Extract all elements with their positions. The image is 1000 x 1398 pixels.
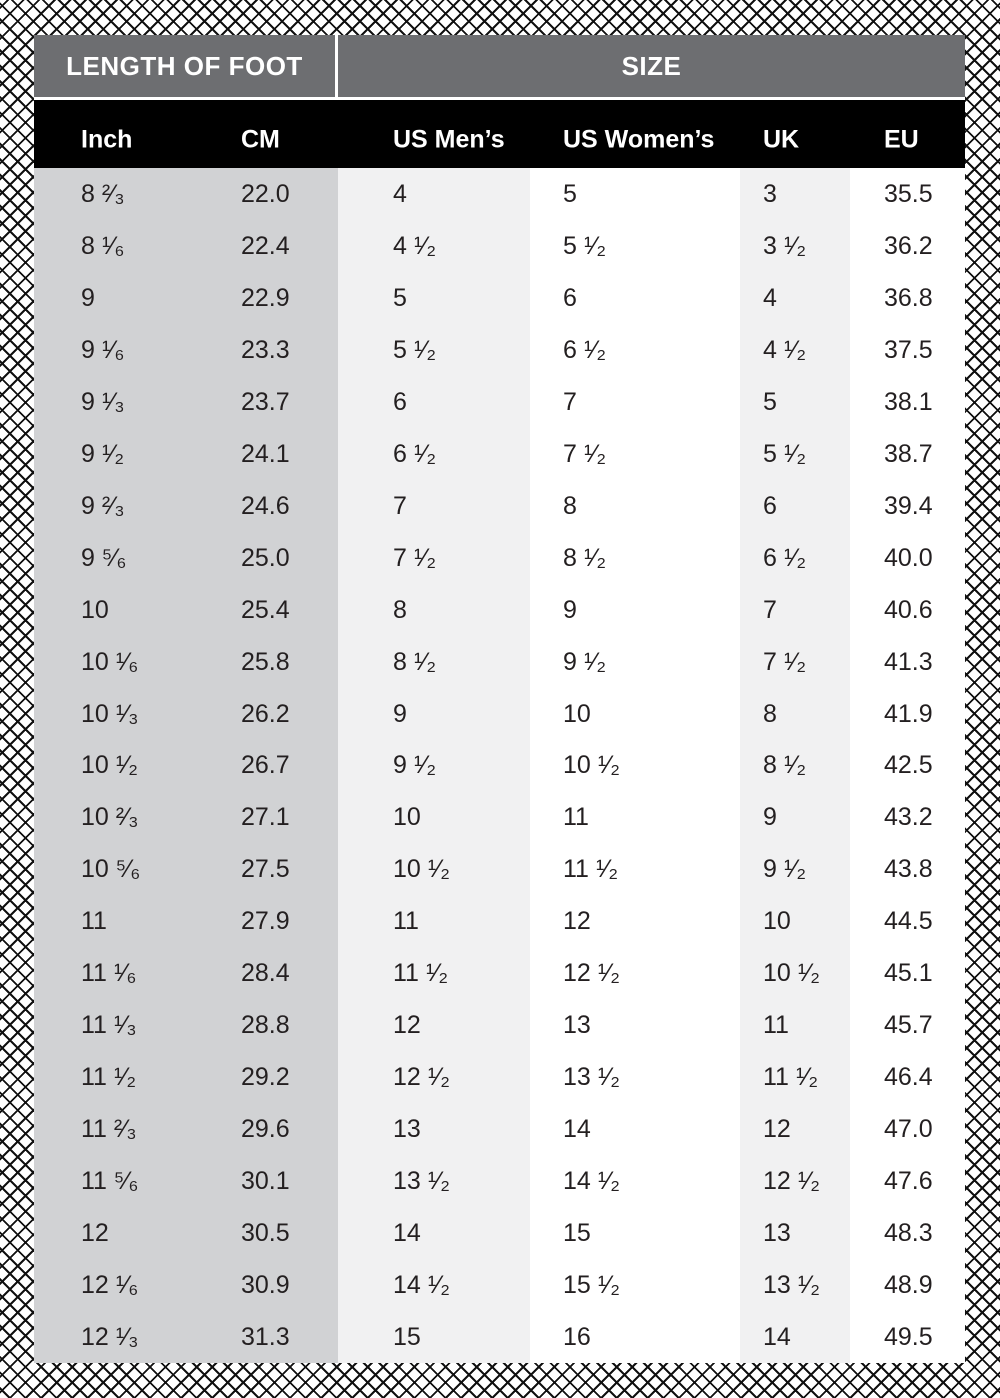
cell-uk: 14 (763, 1322, 791, 1351)
column-header-us-womens: US Women’s (563, 125, 715, 154)
cell-inch: 10 ²⁄₃ (81, 803, 139, 832)
cell-uk: 7 ¹⁄₂ (763, 647, 807, 676)
cell-eu: 40.0 (884, 543, 933, 572)
cell-cm: 30.1 (241, 1167, 290, 1196)
cell-us-mens: 4 (393, 180, 407, 208)
cell-inch: 9 (81, 283, 95, 312)
cell-cm: 30.9 (241, 1270, 290, 1299)
cell-inch: 9 ¹⁄₂ (81, 439, 125, 468)
cell-cm: 30.5 (241, 1219, 290, 1247)
cell-uk: 4 ¹⁄₂ (763, 335, 807, 364)
table-row (34, 739, 965, 791)
cell-cm: 31.3 (241, 1322, 290, 1351)
column-header-eu: EU (884, 125, 919, 154)
column-header-row (34, 100, 965, 168)
table-row (34, 636, 965, 688)
cell-uk: 3 ¹⁄₂ (763, 231, 807, 260)
length-of-foot-header (34, 35, 335, 97)
cell-inch: 8 ²⁄₃ (81, 180, 125, 208)
cell-us-womens: 7 ¹⁄₂ (563, 439, 607, 468)
cell-uk: 8 (763, 699, 777, 728)
cell-uk: 12 ¹⁄₂ (763, 1167, 820, 1196)
cell-uk: 11 ¹⁄₂ (763, 1063, 819, 1092)
cell-uk: 6 ¹⁄₂ (763, 543, 807, 572)
cell-us-womens: 14 ¹⁄₂ (563, 1167, 620, 1196)
cell-eu: 49.5 (884, 1322, 933, 1351)
column-header-cm: CM (241, 125, 280, 154)
cell-uk: 3 (763, 180, 777, 208)
cell-eu: 41.3 (884, 647, 933, 676)
cell-cm: 29.2 (241, 1063, 290, 1092)
cell-us-mens: 9 ¹⁄₂ (393, 751, 437, 780)
cell-eu: 43.8 (884, 855, 933, 884)
cell-us-womens: 10 (563, 699, 591, 728)
cell-eu: 35.5 (884, 180, 933, 208)
cell-inch: 11 ²⁄₃ (81, 1115, 137, 1144)
cell-eu: 37.5 (884, 335, 933, 364)
cell-us-womens: 12 ¹⁄₂ (563, 959, 620, 988)
cell-eu: 41.9 (884, 699, 933, 728)
cell-us-mens: 5 (393, 283, 407, 312)
cell-eu: 43.2 (884, 803, 933, 832)
cell-cm: 26.7 (241, 751, 290, 780)
table-row (34, 376, 965, 428)
cell-us-mens: 10 (393, 803, 421, 832)
table-row (34, 428, 965, 480)
cell-us-womens: 9 ¹⁄₂ (563, 647, 607, 676)
cell-inch: 9 ⁵⁄₆ (81, 543, 127, 572)
cell-cm: 22.0 (241, 180, 290, 208)
cell-us-womens: 14 (563, 1115, 591, 1144)
cell-eu: 36.8 (884, 283, 933, 312)
cell-us-mens: 13 (393, 1115, 421, 1144)
cell-inch: 11 (81, 907, 107, 936)
cell-inch: 10 ⁵⁄₆ (81, 855, 141, 884)
cell-cm: 27.5 (241, 855, 290, 884)
table-row (34, 584, 965, 636)
cell-us-mens: 8 (393, 595, 407, 624)
cell-cm: 27.9 (241, 907, 290, 936)
cell-uk: 4 (763, 283, 777, 312)
cell-inch: 12 ¹⁄₆ (81, 1270, 139, 1299)
cell-cm: 27.1 (241, 803, 290, 832)
column-header-inch: Inch (81, 125, 133, 154)
cell-eu: 45.1 (884, 959, 933, 988)
cell-cm: 25.0 (241, 543, 290, 572)
cell-inch: 11 ¹⁄₃ (81, 1011, 137, 1040)
cell-us-womens: 11 ¹⁄₂ (563, 855, 619, 884)
table-row (34, 272, 965, 324)
cell-inch: 11 ¹⁄₂ (81, 1063, 137, 1092)
size-header (338, 35, 965, 97)
cell-cm: 24.1 (241, 439, 290, 468)
cell-inch: 9 ¹⁄₆ (81, 335, 125, 364)
cell-us-mens: 7 ¹⁄₂ (393, 543, 437, 572)
table-row (34, 532, 965, 584)
cell-us-womens: 6 (563, 283, 577, 312)
cell-inch: 10 ¹⁄₂ (81, 751, 138, 780)
cell-us-mens: 14 ¹⁄₂ (393, 1270, 450, 1299)
cell-us-mens: 12 (393, 1011, 421, 1040)
cell-us-womens: 8 ¹⁄₂ (563, 543, 607, 572)
cell-eu: 42.5 (884, 751, 933, 780)
cell-us-womens: 16 (563, 1322, 591, 1351)
cell-cm: 29.6 (241, 1115, 290, 1144)
table-row (34, 324, 965, 376)
cell-us-womens: 8 (563, 491, 577, 520)
cell-eu: 48.9 (884, 1270, 933, 1299)
cell-uk: 9 ¹⁄₂ (763, 855, 807, 884)
cell-cm: 28.8 (241, 1011, 290, 1040)
cell-eu: 40.6 (884, 595, 933, 624)
cell-uk: 5 (763, 387, 777, 416)
cell-cm: 24.6 (241, 491, 290, 520)
cell-us-womens: 9 (563, 595, 577, 624)
table-row (34, 791, 965, 843)
table-row (34, 1207, 965, 1259)
cell-us-mens: 13 ¹⁄₂ (393, 1167, 450, 1196)
cell-us-mens: 7 (393, 491, 407, 520)
cell-us-mens: 11 (393, 907, 419, 936)
cell-us-mens: 6 ¹⁄₂ (393, 439, 437, 468)
cell-us-womens: 15 (563, 1219, 591, 1247)
cell-inch: 8 ¹⁄₆ (81, 231, 125, 260)
column-header-uk: UK (763, 125, 800, 154)
cell-us-womens: 13 ¹⁄₂ (563, 1063, 620, 1092)
cell-eu: 38.1 (884, 387, 933, 416)
cell-us-mens: 5 ¹⁄₂ (393, 335, 437, 364)
cell-eu: 47.6 (884, 1167, 933, 1196)
cell-uk: 6 (763, 491, 777, 520)
cell-us-mens: 14 (393, 1219, 421, 1247)
cell-inch: 11 ⁵⁄₆ (81, 1167, 139, 1196)
cell-us-womens: 7 (563, 387, 577, 416)
cell-inch: 10 (81, 595, 109, 624)
cell-eu: 36.2 (884, 231, 933, 260)
cell-us-womens: 5 ¹⁄₂ (563, 231, 607, 260)
cell-eu: 39.4 (884, 491, 933, 520)
cell-eu: 38.7 (884, 439, 933, 468)
table-row (34, 1051, 965, 1103)
cell-eu: 45.7 (884, 1011, 933, 1040)
cell-us-mens: 9 (393, 699, 407, 728)
cell-uk: 10 (763, 907, 791, 936)
cell-eu: 46.4 (884, 1063, 933, 1092)
cell-us-mens: 15 (393, 1322, 421, 1351)
cell-cm: 26.2 (241, 699, 290, 728)
cell-uk: 11 (763, 1011, 789, 1040)
cell-eu: 48.3 (884, 1219, 933, 1247)
size-label: SIZE (621, 50, 682, 81)
cell-inch: 12 (81, 1219, 109, 1247)
cell-us-womens: 11 (563, 803, 589, 832)
cell-eu: 44.5 (884, 907, 933, 936)
cell-uk: 13 (763, 1219, 791, 1247)
cell-inch: 9 ²⁄₃ (81, 491, 125, 520)
cell-inch: 10 ¹⁄₃ (81, 699, 139, 728)
cell-uk: 12 (763, 1115, 791, 1144)
cell-uk: 7 (763, 595, 777, 624)
table-row (34, 220, 965, 272)
cell-us-womens: 10 ¹⁄₂ (563, 751, 620, 780)
table-body (34, 168, 965, 1363)
cell-us-womens: 5 (563, 180, 577, 208)
table-row (34, 895, 965, 947)
size-chart-table (34, 35, 965, 1363)
cell-cm: 23.7 (241, 387, 290, 416)
cell-us-womens: 13 (563, 1011, 591, 1040)
cell-inch: 12 ¹⁄₃ (81, 1322, 139, 1351)
cell-us-womens: 6 ¹⁄₂ (563, 335, 607, 364)
cell-us-mens: 12 ¹⁄₂ (393, 1063, 450, 1092)
cell-eu: 47.0 (884, 1115, 933, 1144)
table-row (34, 999, 965, 1051)
column-header-us-mens: US Men’s (393, 125, 505, 154)
cell-uk: 9 (763, 803, 777, 832)
cell-cm: 25.4 (241, 595, 290, 624)
table-row (34, 947, 965, 999)
cell-uk: 13 ¹⁄₂ (763, 1270, 820, 1299)
cell-cm: 22.9 (241, 283, 290, 312)
cell-inch: 11 ¹⁄₆ (81, 959, 137, 988)
cell-inch: 9 ¹⁄₃ (81, 387, 125, 416)
table-row (34, 688, 965, 740)
cell-us-mens: 4 ¹⁄₂ (393, 231, 437, 260)
table-row (34, 843, 965, 895)
table-row (34, 1311, 965, 1363)
cell-cm: 22.4 (241, 231, 290, 260)
table-row (34, 168, 965, 220)
cell-cm: 28.4 (241, 959, 290, 988)
cell-us-mens: 6 (393, 387, 407, 416)
cell-us-womens: 12 (563, 907, 591, 936)
cell-us-mens: 10 ¹⁄₂ (393, 855, 450, 884)
length-of-foot-label: LENGTH OF FOOT (66, 50, 303, 81)
cell-us-womens: 15 ¹⁄₂ (563, 1270, 620, 1299)
table-row (34, 1259, 965, 1311)
cell-inch: 10 ¹⁄₆ (81, 647, 139, 676)
cell-uk: 8 ¹⁄₂ (763, 751, 807, 780)
cell-cm: 25.8 (241, 647, 290, 676)
cell-us-mens: 11 ¹⁄₂ (393, 959, 449, 988)
table-row (34, 480, 965, 532)
table-row (34, 1103, 965, 1155)
cell-uk: 10 ¹⁄₂ (763, 959, 820, 988)
cell-cm: 23.3 (241, 335, 290, 364)
cell-us-mens: 8 ¹⁄₂ (393, 647, 437, 676)
table-row (34, 1155, 965, 1207)
cell-uk: 5 ¹⁄₂ (763, 439, 807, 468)
